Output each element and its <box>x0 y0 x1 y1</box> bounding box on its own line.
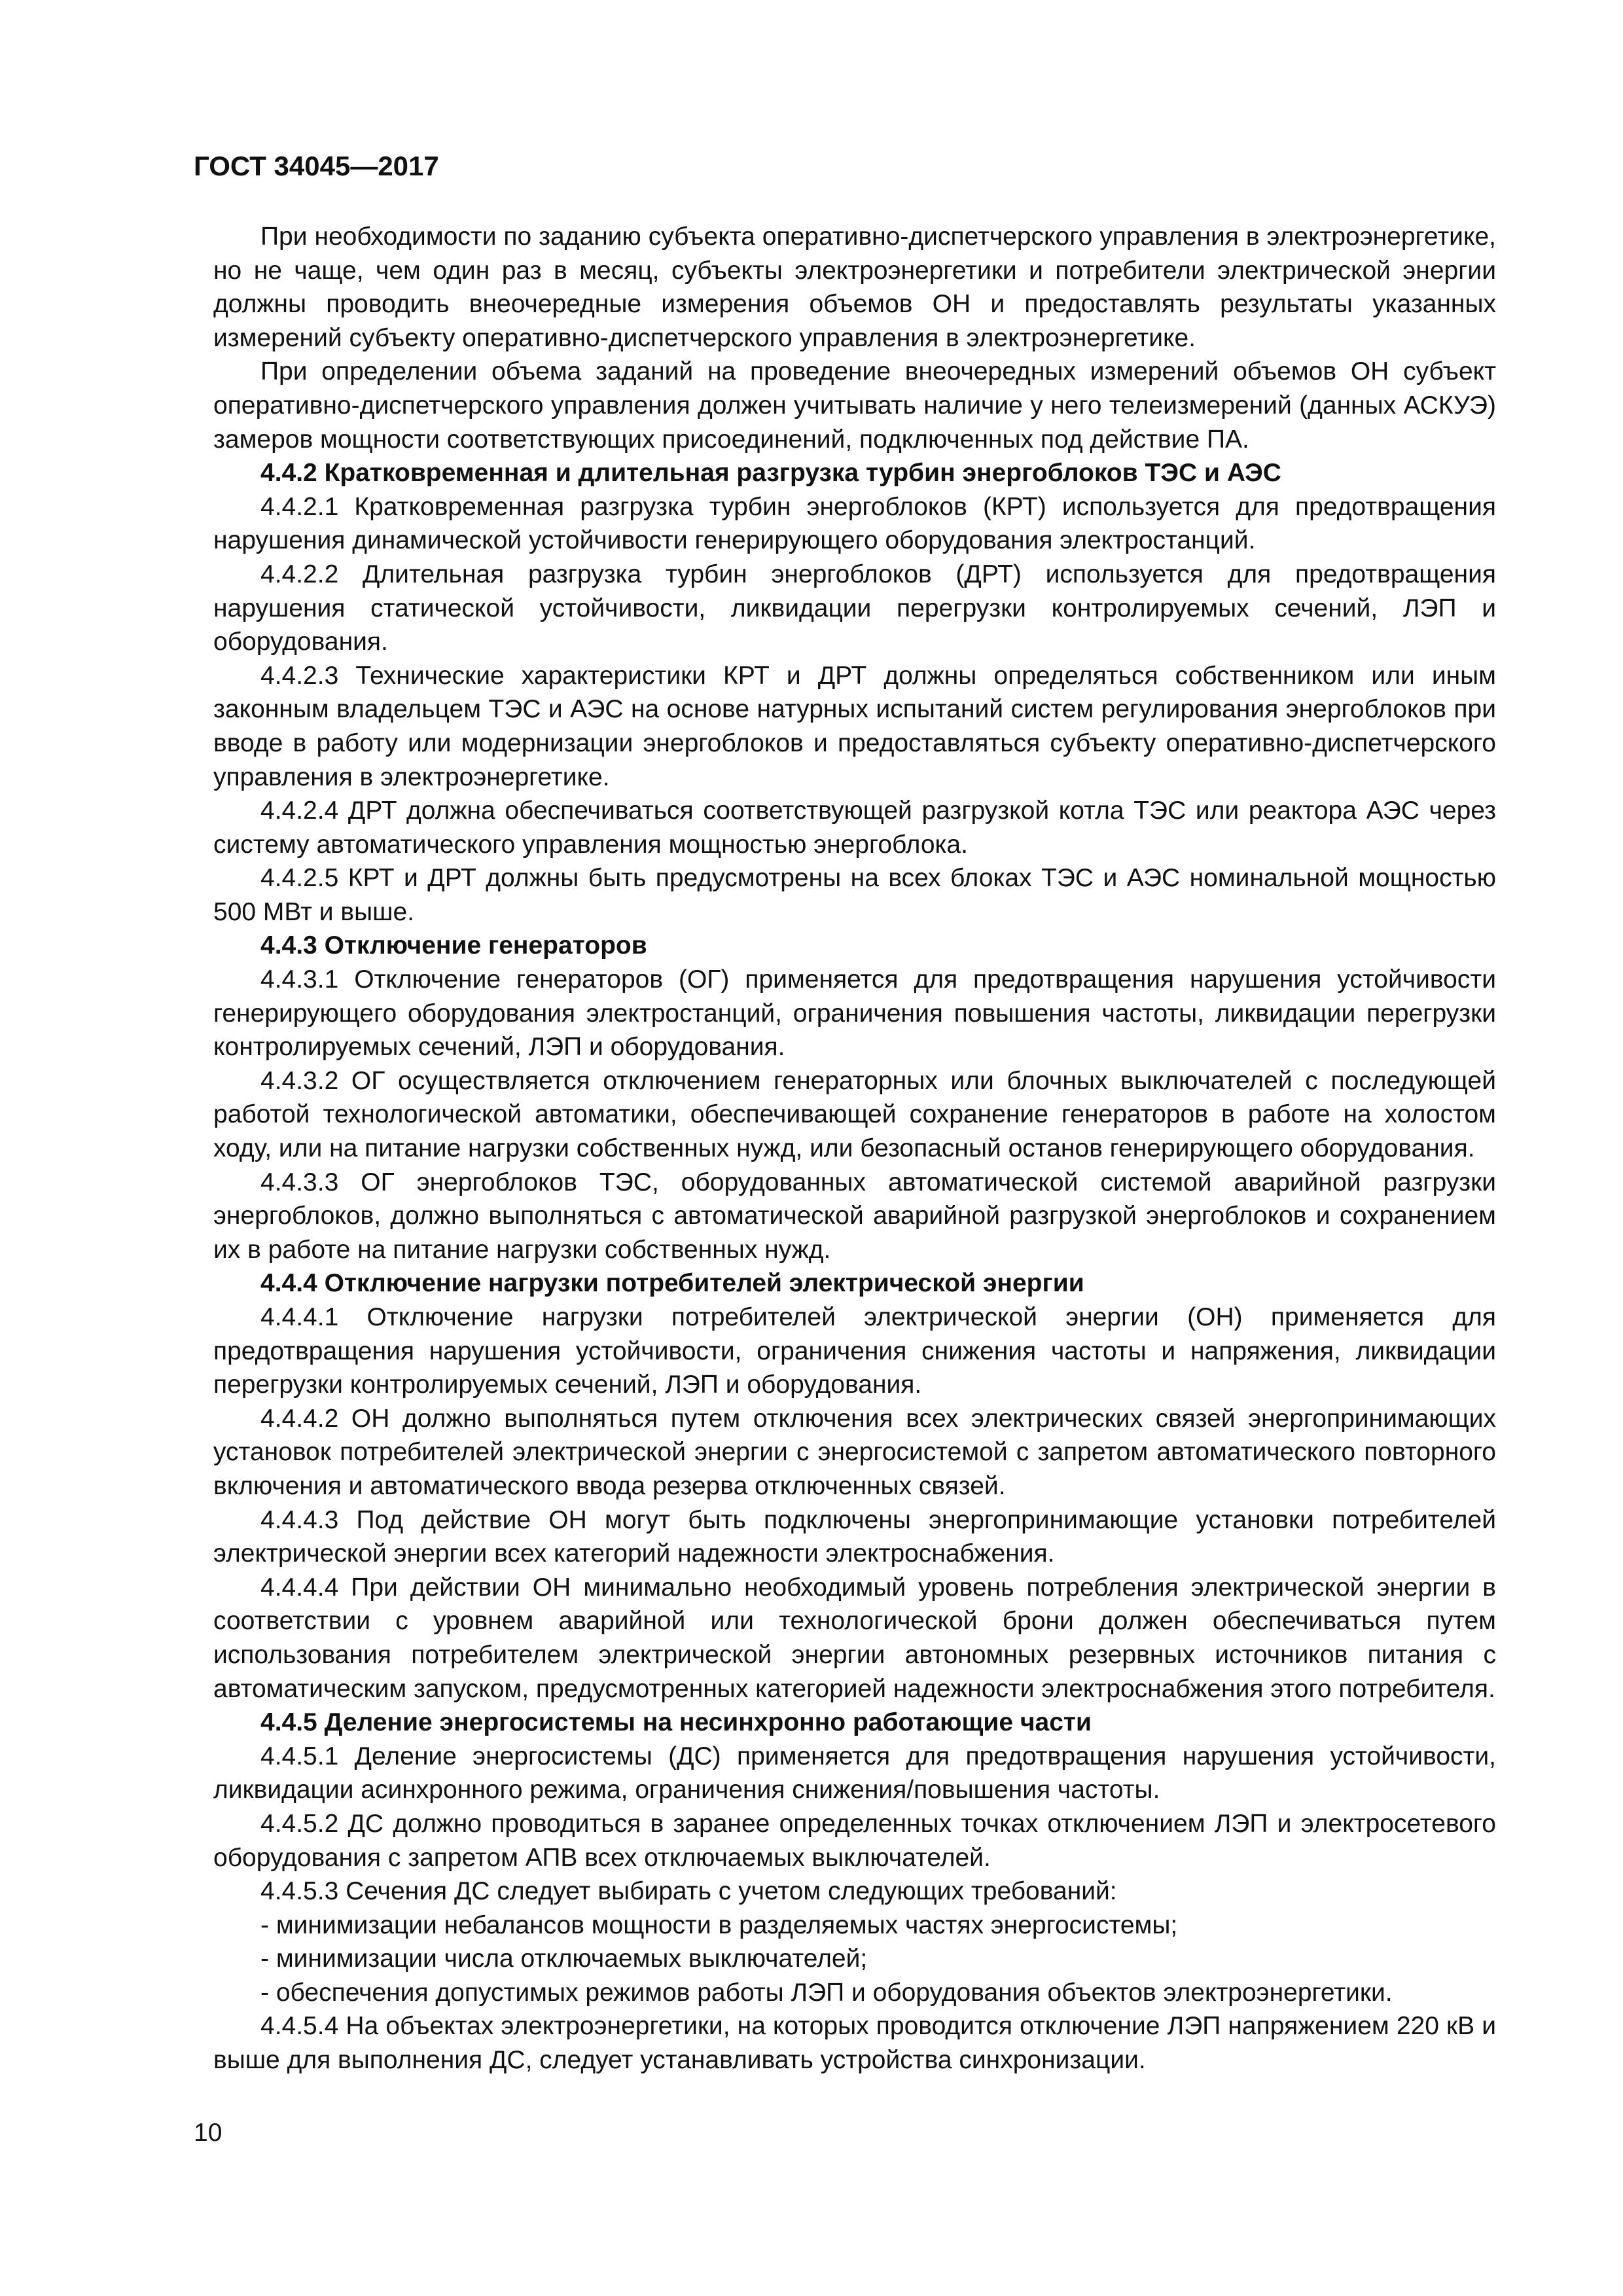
paragraph: 4.4.3.3 ОГ энергоблоков ТЭС, оборудованных автоматической системой аварийной разгрузки энергоблоков, должно выполняться с автоматической аварийной разгрузкой энергоблоков и сохранением их в работе на питание нагрузки собственных нужд. <box>213 1168 1496 1264</box>
section-heading: 4.4.2 Кратковременная и длительная разгрузка турбин энергоблоков ТЭС и АЭС <box>260 459 1281 488</box>
paragraph: 4.4.5.3 Сечения ДС следует выбирать с учетом следующих требований: <box>260 1877 1117 1906</box>
paragraph: 4.4.5.2 ДС должно проводиться в заранее определенных точках отключением ЛЭП и электросетевого оборудования с запретом АПВ всех отключаемых выключателей. <box>213 1809 1496 1872</box>
section-heading: 4.4.4 Отключение нагрузки потребителей электрической энергии <box>260 1269 1084 1298</box>
paragraph: 4.4.2.4 ДРТ должна обеспечиваться соответствующей разгрузкой котла ТЭС или реактора АЭС через систему автоматического управления мощностью энергоблока. <box>213 797 1496 859</box>
paragraph: 4.4.4.2 ОН должно выполняться путем отключения всех электрических связей энергопринимающих установок потребителей электрической энергии с энергосистемой с запретом автоматического повторного включения и автоматического ввода резерва отключенных связей. <box>213 1404 1496 1500</box>
paragraph: 4.4.5.1 Деление энергосистемы (ДС) применяется для предотвращения нарушения устойчивости, ликвидации асинхронного режима, ограничения снижения/повышения частоты. <box>213 1742 1496 1804</box>
paragraph: 4.4.5.4 На объектах электроэнергетики, на которых проводится отключение ЛЭП напряжением 220 кВ и выше для выполнения ДС, следует устанавливать устройства синхронизации. <box>213 2012 1496 2075</box>
paragraph: 4.4.4.3 Под действие ОН могут быть подключены энергопринимающие установки потребителей электрической энергии всех категорий надежности электроснабжения. <box>213 1505 1496 1568</box>
paragraph: 4.4.4.4 При действии ОН минимально необходимый уровень потребления электрической энергии в соответствии с уровнем аварийной или технологической брони должен обеспечиваться путем использования потребителем электрической энергии автономных резервных источников питания с автоматическим запуском, предусмотренных категорией надежности электроснабжения этого потребителя. <box>213 1573 1496 1703</box>
page-number: 10 <box>194 2119 223 2147</box>
section-heading: 4.4.3 Отключение генераторов <box>260 931 647 960</box>
standard-header: ГОСТ 34045—2017 <box>194 151 439 181</box>
paragraph: При необходимости по заданию субъекта оперативно-диспетчерского управления в электроэнергетике, но не чаще, чем один раз в месяц, субъекты электроэнергетики и потребители электрической энергии должны проводить внеочередные измерения объемов ОН и предоставлять результаты указанных измерений субъекту оперативно-диспетчерского управления в электроэнергетике. <box>213 223 1496 352</box>
paragraph: 4.4.2.2 Длительная разгрузка турбин энергоблоков (ДРТ) используется для предотвращения нарушения статической устойчивости, ликвидации перегрузки контролируемых сечений, ЛЭП и оборудования. <box>213 560 1496 656</box>
paragraph: 4.4.3.1 Отключение генераторов (ОГ) применяется для предотвращения нарушения устойчивости генерирующего оборудования электростанций, ограничения повышения частоты, ликвидации перегрузки контролируемых сечений, ЛЭП и оборудования. <box>213 965 1496 1062</box>
paragraph: 4.4.4.1 Отключение нагрузки потребителей электрической энергии (ОН) применяется для предотвращения нарушения устойчивости, ограничения снижения частоты и напряжения, ликвидации перегрузки контролируемых сечений, ЛЭП и оборудования. <box>213 1303 1496 1399</box>
paragraph: 4.4.2.3 Технические характеристики КРТ и ДРТ должны определяться собственником или иным законным владельцем ТЭС и АЭС на основе натурных испытаний систем регулирования энергоблоков при вводе в работу или модернизации энергоблоков и предоставляться субъекту оперативно-диспетчерского управления в электроэнергетике. <box>213 661 1496 791</box>
section-heading: 4.4.5 Деление энергосистемы на несинхронно работающие части <box>260 1708 1092 1737</box>
paragraph: 4.4.3.2 ОГ осуществляется отключением генераторных или блочных выключателей с последующей работой технологической автоматики, обеспечивающей сохранение генераторов в работе на холостом ходу, или на питание нагрузки собственных нужд, или безопасный останов генерирующего оборудования. <box>213 1066 1496 1163</box>
paragraph: При определении объема заданий на проведение внеочередных измерений объемов ОН субъект оперативно-диспетчерского управления должен учитывать наличие у него телеизмерений (данных АСКУЭ) замеров мощности соответствующих присоединений, подключенных под действие ПА. <box>213 357 1496 454</box>
list-item: - обеспечения допустимых режимов работы ЛЭП и оборудования объектов электроэнергетики. <box>260 1978 1393 2007</box>
document-body <box>213 220 1496 2077</box>
list-item: - минимизации числа отключаемых выключателей; <box>260 1945 868 1973</box>
paragraph: 4.4.2.1 Кратковременная разгрузка турбин энергоблоков (КРТ) используется для предотвращения нарушения динамической устойчивости генерирующего оборудования электростанций. <box>213 492 1496 555</box>
paragraph: 4.4.2.5 КРТ и ДРТ должны быть предусмотрены на всех блоках ТЭС и АЭС номинальной мощностью 500 МВт и выше. <box>213 864 1496 926</box>
list-item: - минимизации небалансов мощности в разделяемых частях энергосистемы; <box>260 1910 1178 1939</box>
